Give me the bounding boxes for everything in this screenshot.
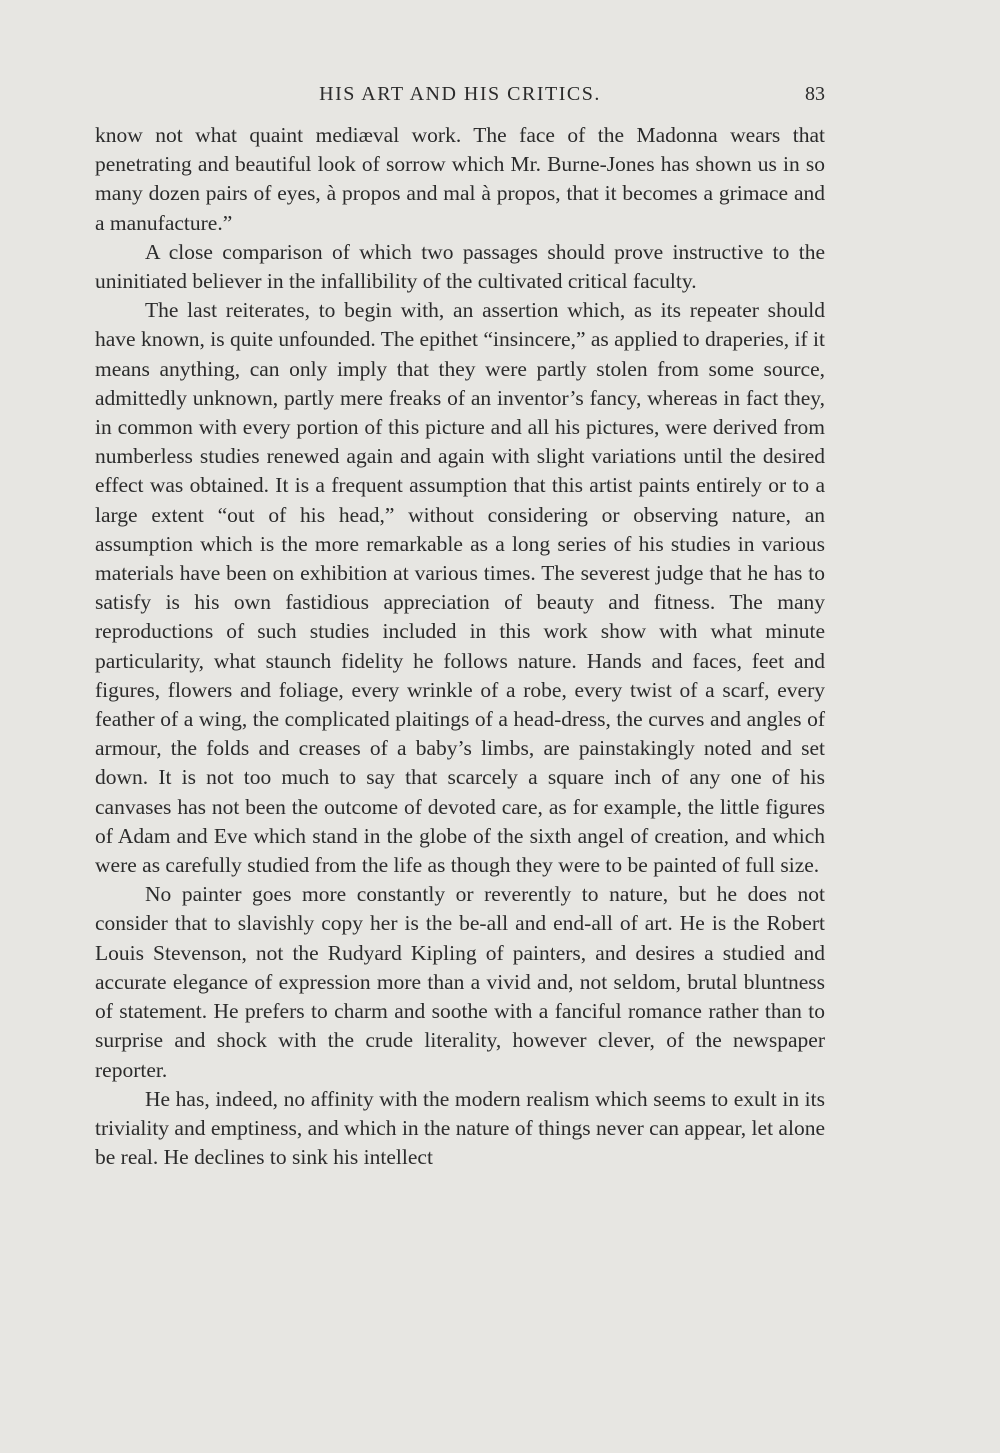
running-head [95,83,825,113]
paragraph: He has, indeed, no affinity with the modern realism which seems to exult in its triviality and emptiness, and which in the nature of things never can appear, let alone be real. He declines to sink his intellect [95,1086,825,1170]
body-text [95,121,825,1172]
running-title: HIS ART AND HIS CRITICS. [319,83,601,105]
page-number: 83 [805,83,825,105]
paragraph: A close comparison of which two passages should prove instructive to the uninitiated believer in the infallibility of the cultivated critical faculty. [95,239,825,294]
paragraph: No painter goes more constantly or reverently to nature, but he does not consider that to slavishly copy her is the be-all and end-all of art. He is the Robert Louis Stevenson, not the Rudyard Kipling of painters, and desires a studied and accurate elegance of expression more than a vivid and, not seldom, brutal bluntness of statement. He prefers to charm and soothe with a fanciful romance rather than to surprise and shock with the crude literality, however clever, of the newspaper reporter. [95,882,825,1082]
paragraph: The last reiterates, to begin with, an assertion which, as its repeater should have known, is quite unfounded. The epithet “insincere,” as applied to draperies, if it means anything, can only imply that they were partly stolen from some source, admittedly unknown, partly mere freaks of an inventor’s fancy, whereas in fact they, in common with every portion of this picture and all his pictures, were derived from numberless studies renewed again and again with slight variations until the desired effect was obtained. It is a frequent assumption that this artist paints entirely or to a large extent “out of his head,” without considering or observing nature, an assumption which is the more remarkable as a long series of his studies in various materials have been on exhibition at various times. The severest judge that he has to satisfy is his own fastidious appreciation of beauty and fitness. The many reproductions of such studies included in this work show with what minute particularity, what staunch fidelity he follows nature. Hands and faces, feet and figures, flowers and foliage, every wrinkle of a robe, every twist of a scarf, every feather of a wing, the complicated plaitings of a head-dress, the curves and angles of armour, the folds and creases of a baby’s limbs, are painstakingly noted and set down. It is not too much to say that scarcely a square inch of any one of his canvases has not been the outcome of devoted care, as for example, the little figures of Adam and Eve which stand in the globe of the sixth angel of creation, and which were as carefully studied from the life as though they were to be painted of full size. [95,298,825,878]
paragraph-continuation: know not what quaint mediæval work. The face of the Madonna wears that penetrating and beautiful look of sorrow which Mr. Burne-Jones has shown us in so many dozen pairs of eyes, à propos and mal à propos, that it becomes a grimace and a manufacture.” [95,123,825,235]
